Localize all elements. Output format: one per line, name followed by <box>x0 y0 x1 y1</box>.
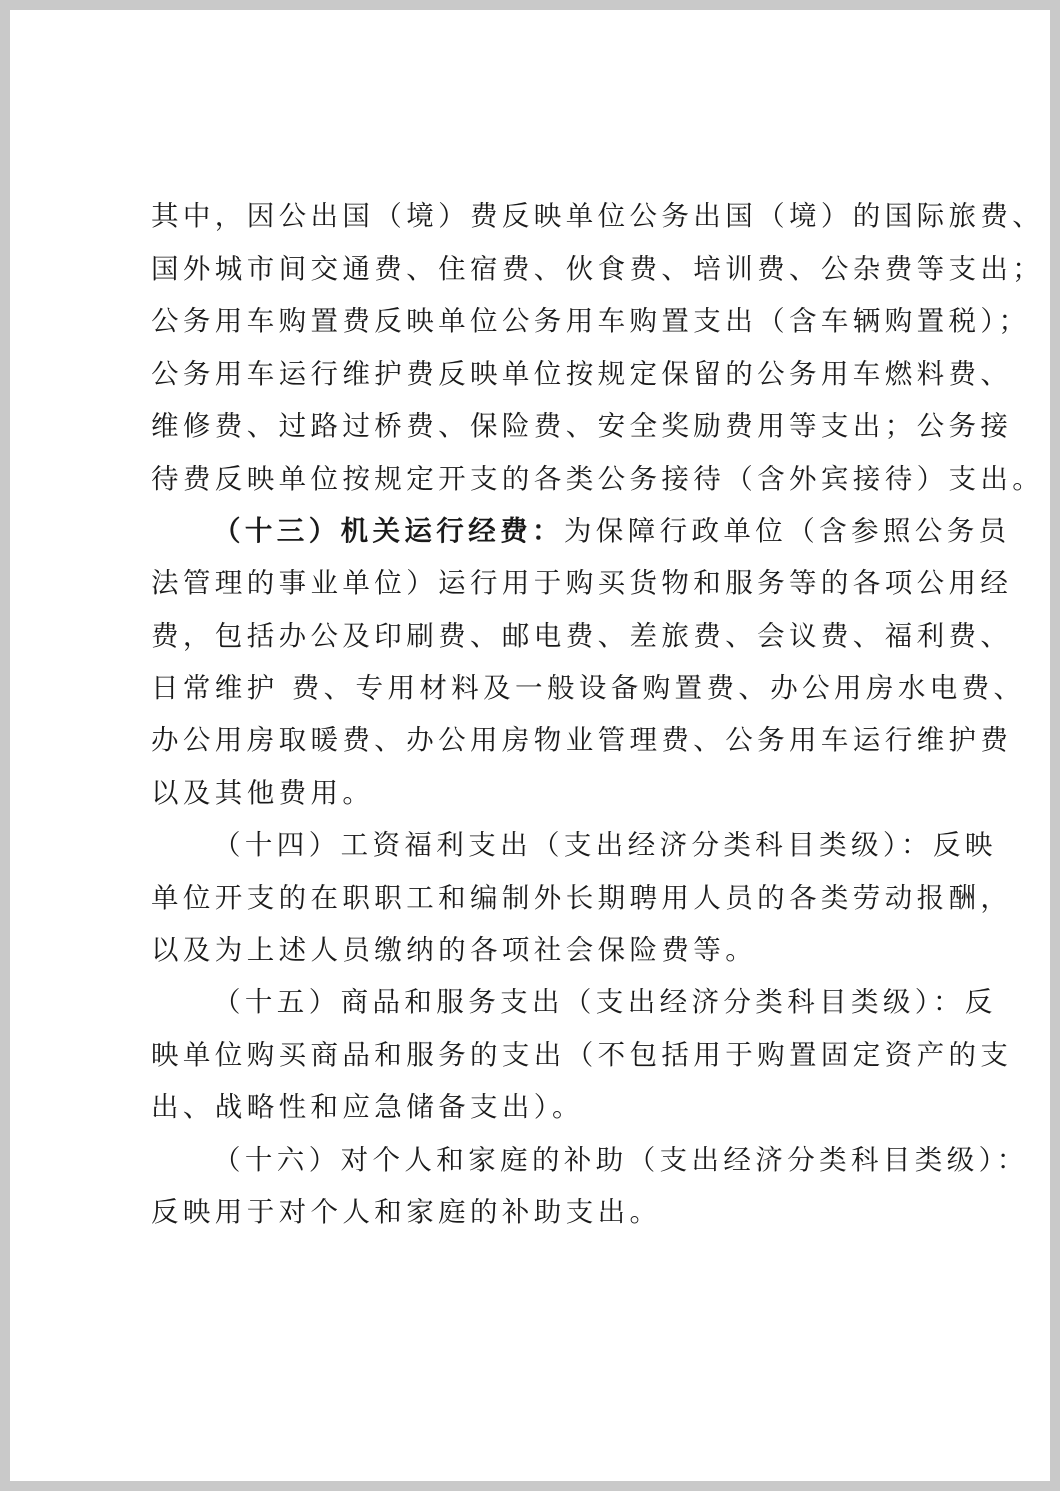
section-13-first-line <box>213 511 1011 551</box>
paragraph-line: 国外城市间交通费、住宿费、伙食费、培训费、公杂费等支出； <box>151 253 1045 285</box>
paragraph-line: 出、战略性和应急储备支出）。 <box>151 1091 584 1123</box>
paragraph-line: 单位开支的在职职工和编制外长期聘用人员的各类劳动报酬， <box>151 882 1013 914</box>
paragraph-line: 维修费、过路过桥费、保险费、安全奖励费用等支出；公务接 <box>151 410 1013 442</box>
paragraph-line: 待费反映单位按规定开支的各类公务接待（含外宾接待）支出。 <box>151 463 1045 495</box>
paragraph-line: 以及其他费用。 <box>151 777 375 809</box>
section-16-first-line: （十六）对个人和家庭的补助（支出经济分类科目类级）： <box>213 1144 1029 1176</box>
section-15-first-line: （十五）商品和服务支出（支出经济分类科目类级）：反 <box>213 986 997 1018</box>
section-13-text: 为保障行政单位（含参照公务员 <box>563 515 1011 547</box>
paragraph-line: 法管理的事业单位）运行用于购买货物和服务等的各项公用经 <box>151 567 1013 599</box>
paragraph-line: 反映用于对个人和家庭的补助支出。 <box>151 1196 662 1228</box>
paragraph-line: 以及为上述人员缴纳的各项社会保险费等。 <box>151 934 758 966</box>
section-13-heading: （十三）机关运行经费： <box>213 515 564 547</box>
paragraph-line: 费，包括办公及印刷费、邮电费、差旅费、会议费、福利费、 <box>151 620 1013 652</box>
paragraph-line: 办公用房取暖费、办公用房物业管理费、公务用车运行维护费 <box>151 724 1013 756</box>
paragraph-line: 公务用车购置费反映单位公务用车购置支出（含车辆购置税）； <box>151 305 1031 337</box>
paragraph-line: 公务用车运行维护费反映单位按规定保留的公务用车燃料费、 <box>151 358 1013 390</box>
paragraph-line: 日常维护 费、专用材料及一般设备购置费、办公用房水电费、 <box>151 672 1026 704</box>
section-14-first-line: （十四）工资福利支出（支出经济分类科目类级）：反映 <box>213 829 997 861</box>
paragraph-line: 其中，因公出国（境）费反映单位公务出国（境）的国际旅费、 <box>151 200 1045 232</box>
paragraph-line: 映单位购买商品和服务的支出（不包括用于购置固定资产的支 <box>151 1039 1013 1071</box>
